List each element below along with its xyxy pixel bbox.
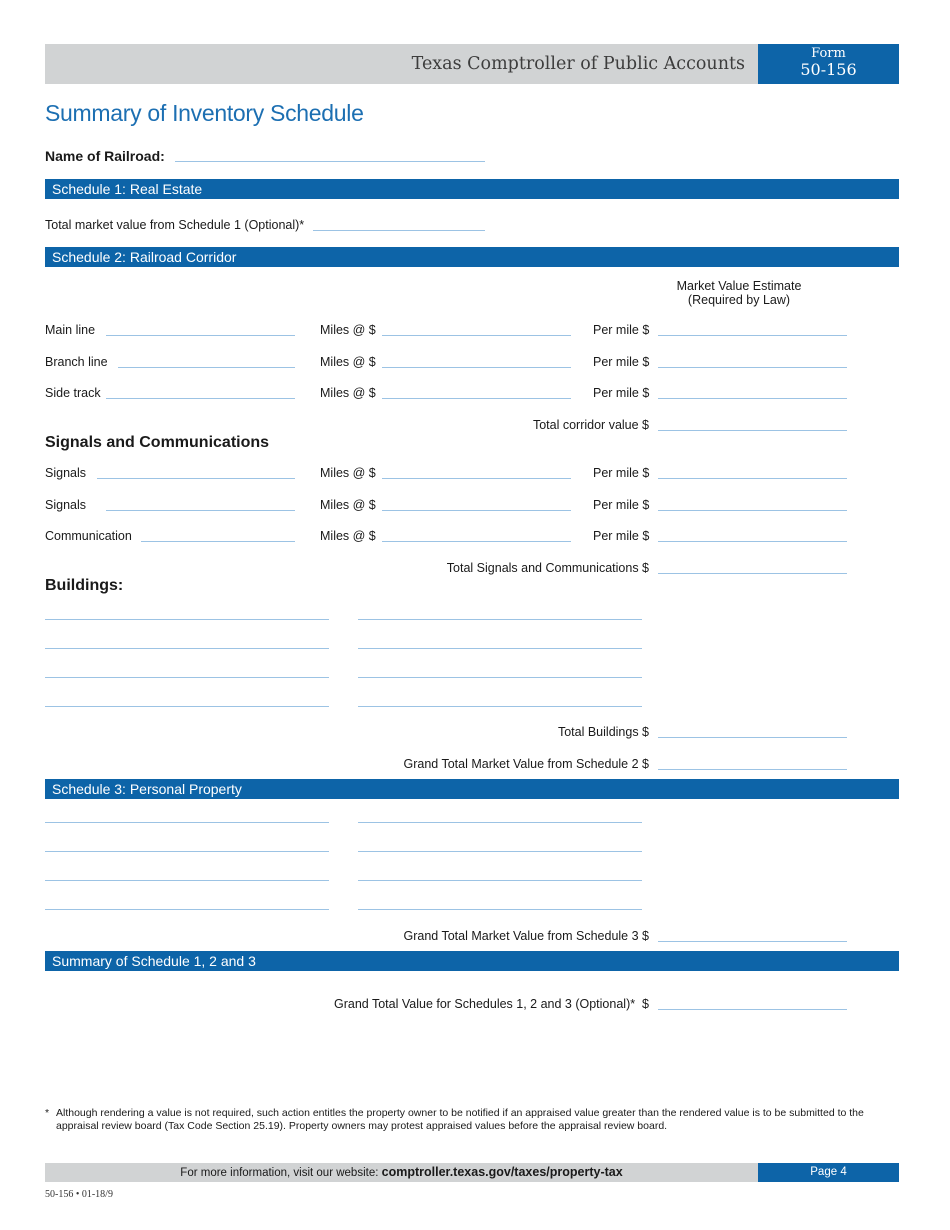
signals-2-field[interactable]	[106, 510, 295, 511]
side-track-field[interactable]	[106, 398, 295, 399]
property-description-field[interactable]	[45, 880, 329, 881]
main-line-value-field[interactable]	[658, 335, 847, 336]
schedule2-grand-total-field[interactable]	[658, 769, 847, 770]
signals-per-mile-label: Per mile $	[593, 466, 650, 480]
signals-field[interactable]	[97, 478, 295, 479]
property-value-field[interactable]	[358, 851, 642, 852]
market-value-header-line2: (Required by Law)	[687, 293, 791, 307]
building-value-field[interactable]	[358, 648, 642, 649]
main-line-miles-label: Miles @ $	[320, 323, 376, 337]
form-number-box	[758, 44, 899, 84]
property-description-field[interactable]	[45, 909, 329, 910]
communication-value-field[interactable]	[658, 541, 847, 542]
branch-line-miles-label: Miles @ $	[320, 355, 376, 369]
railroad-name-label: Name of Railroad:	[45, 148, 165, 164]
summary-grand-total-field[interactable]	[658, 1009, 847, 1010]
side-track-miles-field[interactable]	[382, 398, 571, 399]
signals-miles-label: Miles @ $	[320, 466, 376, 480]
total-signals-label: Total Signals and Communications $	[446, 561, 649, 575]
page-title: Summary of Inventory Schedule	[45, 100, 364, 126]
form-word: Form	[811, 46, 846, 61]
page-number: Page 4	[758, 1163, 899, 1182]
buildings-heading: Buildings:	[45, 577, 124, 594]
schedule1-total-label: Total market value from Schedule 1 (Optional)*	[45, 218, 305, 232]
schedule2-grand-total-label: Grand Total Market Value from Schedule 2 $	[403, 757, 649, 771]
side-track-value-field[interactable]	[658, 398, 847, 399]
signals-2-label: Signals	[45, 498, 86, 512]
market-value-header-line1: Market Value Estimate	[676, 279, 802, 293]
total-signals-field[interactable]	[658, 573, 847, 574]
main-line-field[interactable]	[106, 335, 295, 336]
building-description-field[interactable]	[45, 706, 329, 707]
communication-label: Communication	[45, 529, 132, 543]
form-code: 50-156 • 01-18/9	[45, 1189, 113, 1200]
signals-heading: Signals and Communications	[45, 434, 270, 451]
schedule3-heading: Schedule 3: Personal Property	[45, 779, 899, 799]
property-value-field[interactable]	[358, 822, 642, 823]
railroad-name-field[interactable]	[175, 161, 485, 162]
footnote-marker: *	[45, 1107, 50, 1119]
agency-name: Texas Comptroller of Public Accounts	[411, 54, 745, 74]
communication-per-mile-label: Per mile $	[593, 529, 650, 543]
signals-2-per-mile-label: Per mile $	[593, 498, 650, 512]
communication-miles-field[interactable]	[382, 541, 571, 542]
footer-info	[45, 1163, 758, 1182]
footnote	[45, 1107, 900, 1133]
schedule2-heading: Schedule 2: Railroad Corridor	[45, 247, 899, 267]
communication-field[interactable]	[141, 541, 295, 542]
signals-2-value-field[interactable]	[658, 510, 847, 511]
branch-line-value-field[interactable]	[658, 367, 847, 368]
communication-miles-label: Miles @ $	[320, 529, 376, 543]
property-value-field[interactable]	[358, 880, 642, 881]
side-track-per-mile-label: Per mile $	[593, 386, 650, 400]
signals-2-miles-label: Miles @ $	[320, 498, 376, 512]
signals-label: Signals	[45, 466, 86, 480]
main-line-per-mile-label: Per mile $	[593, 323, 650, 337]
side-track-miles-label: Miles @ $	[320, 386, 376, 400]
summary-grand-total-label: Grand Total Value for Schedules 1, 2 and 3 (Optional)* $	[333, 997, 649, 1011]
building-value-field[interactable]	[358, 619, 642, 620]
building-description-field[interactable]	[45, 619, 329, 620]
branch-line-label: Branch line	[45, 355, 108, 369]
side-track-label: Side track	[45, 386, 101, 400]
form-number: 50-156	[800, 60, 857, 79]
signals-2-miles-field[interactable]	[382, 510, 571, 511]
signals-value-field[interactable]	[658, 478, 847, 479]
main-line-label: Main line	[45, 323, 96, 337]
footnote-text: Although rendering a value is not required, such action entitles the property owner to be notified if an appraised value greater than the rendered value is to be submitted to the appraisal review board (Tax Code Section 25.19). Property owners may protest appraised values before the appraisal review board.	[56, 1107, 864, 1132]
branch-line-field[interactable]	[118, 367, 295, 368]
signals-miles-field[interactable]	[382, 478, 571, 479]
building-value-field[interactable]	[358, 677, 642, 678]
total-corridor-field[interactable]	[658, 430, 847, 431]
market-value-header	[658, 279, 820, 307]
total-buildings-field[interactable]	[658, 737, 847, 738]
property-description-field[interactable]	[45, 851, 329, 852]
schedule3-grand-total-label: Grand Total Market Value from Schedule 3 $	[403, 929, 649, 943]
building-value-field[interactable]	[358, 706, 642, 707]
summary-heading: Summary of Schedule 1, 2 and 3	[45, 951, 899, 971]
main-line-miles-field[interactable]	[382, 335, 571, 336]
total-corridor-label: Total corridor value $	[532, 418, 649, 432]
schedule1-heading: Schedule 1: Real Estate	[45, 179, 899, 199]
footer-website-link[interactable]: comptroller.texas.gov/taxes/property-tax	[381, 1165, 623, 1179]
schedule1-total-field[interactable]	[313, 230, 485, 231]
footer-info-prefix: For more information, visit our website:	[180, 1167, 382, 1179]
total-buildings-label: Total Buildings $	[557, 725, 649, 739]
branch-line-per-mile-label: Per mile $	[593, 355, 650, 369]
property-description-field[interactable]	[45, 822, 329, 823]
property-value-field[interactable]	[358, 909, 642, 910]
building-description-field[interactable]	[45, 677, 329, 678]
branch-line-miles-field[interactable]	[382, 367, 571, 368]
schedule3-grand-total-field[interactable]	[658, 941, 847, 942]
building-description-field[interactable]	[45, 648, 329, 649]
